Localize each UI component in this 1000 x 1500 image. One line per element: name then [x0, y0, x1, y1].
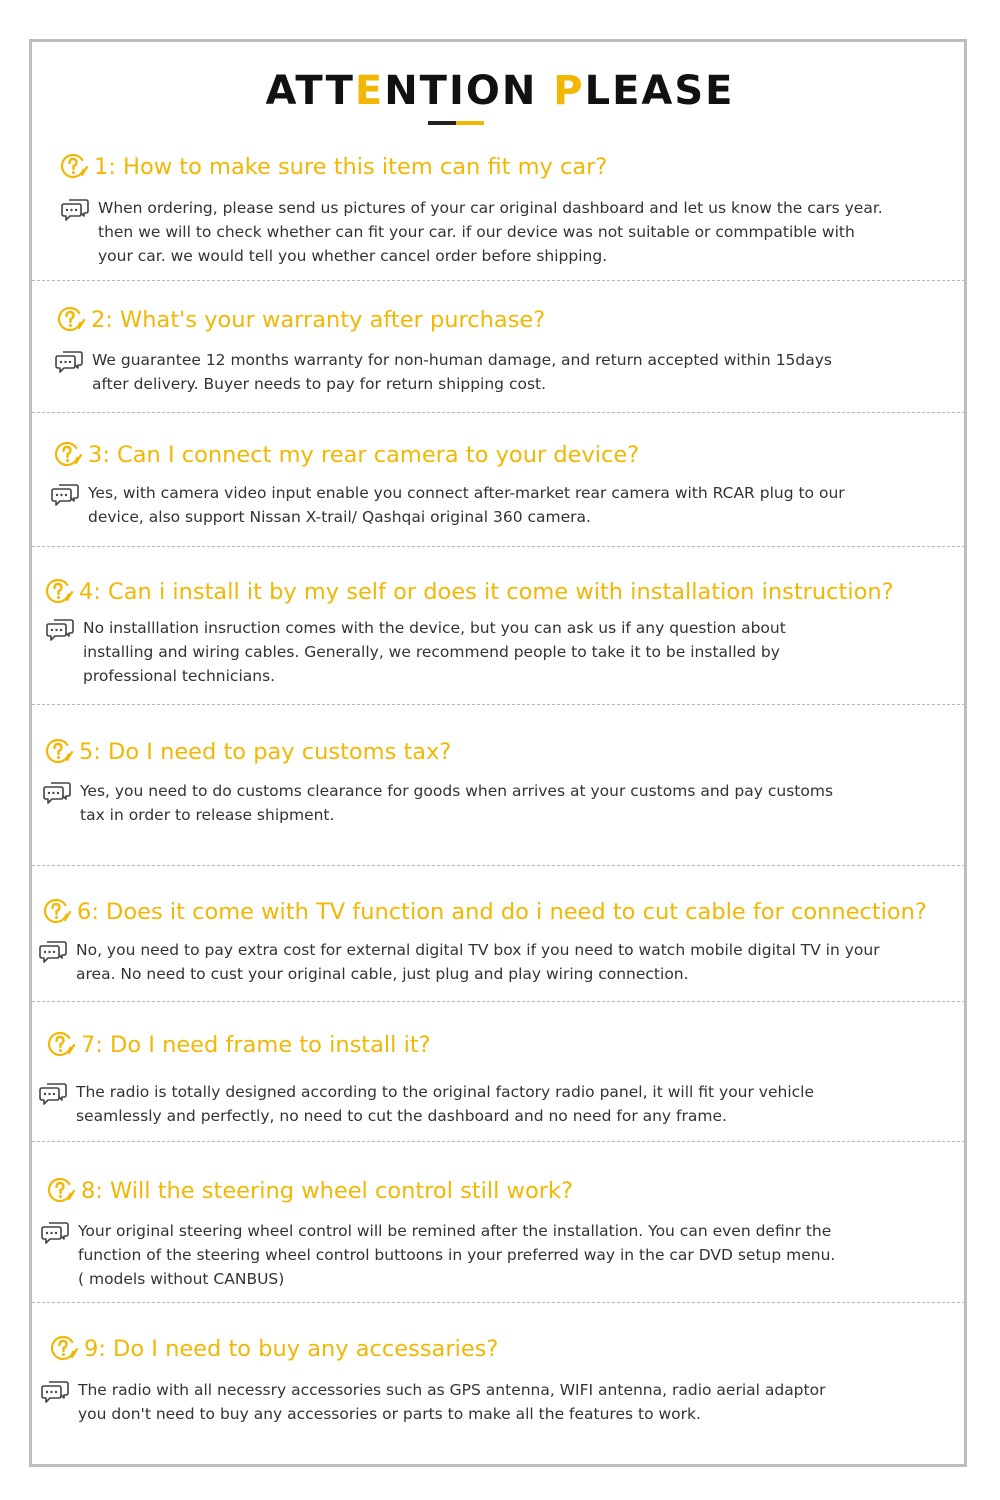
faq-answer-line: ( models without CANBUS)	[78, 1270, 285, 1288]
faq-question-1	[60, 152, 607, 182]
faq-answer-line: No installlation insruction comes with the device, but you can ask us if any question about	[83, 619, 786, 637]
section-divider	[32, 280, 965, 281]
section-divider	[32, 704, 965, 705]
faq-answer-line: When ordering, please send us pictures of your car original dashboard and let us know the cars year.	[98, 199, 883, 217]
faq-answer-line: Yes, with camera video input enable you connect after-market rear camera with RCAR plug to our	[88, 484, 845, 502]
question-mark-icon	[54, 440, 84, 470]
faq-answer-line: you don't need to buy any accessories or parts to make all the features to work.	[78, 1405, 701, 1423]
faq-answer-line: Your original steering wheel control will be remined after the installation. You can even definr the	[78, 1222, 832, 1240]
faq-answer-line: seamlessly and perfectly, no need to cut the dashboard and no need for any frame.	[76, 1107, 727, 1125]
faq-question-2	[57, 305, 545, 335]
section-divider	[32, 546, 965, 547]
faq-answer-text	[78, 1219, 835, 1291]
faq-answer-1	[60, 196, 883, 268]
faq-question-8	[47, 1176, 573, 1206]
faq-answer-7	[38, 1080, 814, 1128]
faq-answer-line: installing and wiring cables. Generally, we recommend people to take it to be installed by	[83, 643, 780, 661]
title-underline-yellow	[456, 121, 484, 125]
faq-answer-6	[38, 938, 880, 986]
faq-question-text: 3: Can I connect my rear camera to your device?	[88, 442, 640, 468]
faq-question-4	[45, 577, 894, 607]
faq-question-9	[50, 1334, 498, 1364]
faq-question-text: 7: Do I need frame to install it?	[81, 1032, 431, 1058]
question-mark-icon	[43, 897, 73, 927]
faq-question-7	[47, 1030, 431, 1060]
faq-answer-line: device, also support Nissan X-trail/ Qashqai original 360 camera.	[88, 508, 591, 526]
chat-bubble-icon	[40, 1219, 70, 1245]
faq-answer-line: your car. we would tell you whether cancel order before shipping.	[98, 247, 608, 265]
question-mark-icon	[45, 737, 75, 767]
faq-question-text: 2: What's your warranty after purchase?	[91, 307, 546, 333]
question-mark-icon	[45, 577, 75, 607]
title-underline-dark	[428, 121, 456, 125]
section-divider	[32, 1141, 965, 1142]
faq-answer-text	[80, 779, 833, 827]
question-mark-icon	[60, 152, 90, 182]
chat-bubble-icon	[38, 1080, 68, 1106]
faq-answer-9	[40, 1378, 825, 1426]
faq-answer-text	[83, 616, 786, 688]
faq-question-text: 8: Will the steering wheel control still work?	[81, 1178, 573, 1204]
faq-answer-line: No, you need to pay extra cost for external digital TV box if you need to watch mobile digital TV in your	[76, 941, 880, 959]
faq-answer-line: The radio with all necessry accessories such as GPS antenna, WIFI antenna, radio aerial adaptor	[78, 1381, 826, 1399]
question-mark-icon	[47, 1030, 77, 1060]
section-divider	[32, 865, 965, 866]
chat-bubble-icon	[38, 938, 68, 964]
section-divider	[32, 1001, 965, 1002]
chat-bubble-icon	[50, 481, 80, 507]
chat-bubble-icon	[45, 616, 75, 642]
faq-answer-line: tax in order to release shipment.	[80, 806, 335, 824]
faq-answer-5	[42, 779, 833, 827]
faq-question-text: 1: How to make sure this item can fit my car?	[94, 154, 608, 180]
question-mark-icon	[50, 1334, 80, 1364]
faq-answer-line: The radio is totally designed according to the original factory radio panel, it will fit your vehicle	[76, 1083, 815, 1101]
faq-answer-text	[88, 481, 845, 529]
faq-question-5	[45, 737, 451, 767]
faq-answer-line: Yes, you need to do customs clearance for goods when arrives at your customs and pay customs	[80, 782, 834, 800]
question-mark-icon	[57, 305, 87, 335]
chat-bubble-icon	[42, 779, 72, 805]
faq-answer-8	[40, 1219, 835, 1291]
faq-answer-text	[92, 348, 832, 396]
section-divider	[32, 412, 965, 413]
faq-answer-3	[50, 481, 845, 529]
faq-answer-line: then we will to check whether can fit your car. if our device was not suitable or commpatible with	[98, 223, 855, 241]
chat-bubble-icon	[40, 1378, 70, 1404]
question-mark-icon	[47, 1176, 77, 1206]
faq-answer-4	[45, 616, 786, 688]
page-title: ATTENTION PLEASE	[265, 68, 735, 114]
faq-question-6	[43, 897, 927, 927]
faq-answer-text	[78, 1378, 825, 1426]
faq-question-text: 9: Do I need to buy any accessaries?	[84, 1336, 499, 1362]
faq-answer-line: We guarantee 12 months warranty for non-human damage, and return accepted within 15days	[92, 351, 832, 369]
faq-answer-line: professional technicians.	[83, 667, 276, 685]
faq-question-text: 4: Can i install it by my self or does it come with installation instruction?	[79, 579, 894, 605]
faq-answer-line: function of the steering wheel control buttoons in your preferred way in the car DVD setup menu.	[78, 1246, 836, 1264]
faq-answer-2	[54, 348, 832, 396]
faq-answer-text	[76, 1080, 814, 1128]
section-divider	[32, 1302, 965, 1303]
faq-answer-text	[76, 938, 880, 986]
faq-answer-text	[98, 196, 883, 268]
faq-question-text: 6: Does it come with TV function and do i need to cut cable for connection?	[77, 899, 927, 925]
chat-bubble-icon	[54, 348, 84, 374]
faq-question-3	[54, 440, 639, 470]
faq-answer-line: area. No need to cust your original cable, just plug and play wiring connection.	[76, 965, 689, 983]
faq-question-text: 5: Do I need to pay customs tax?	[79, 739, 452, 765]
chat-bubble-icon	[60, 196, 90, 222]
faq-answer-line: after delivery. Buyer needs to pay for return shipping cost.	[92, 375, 547, 393]
